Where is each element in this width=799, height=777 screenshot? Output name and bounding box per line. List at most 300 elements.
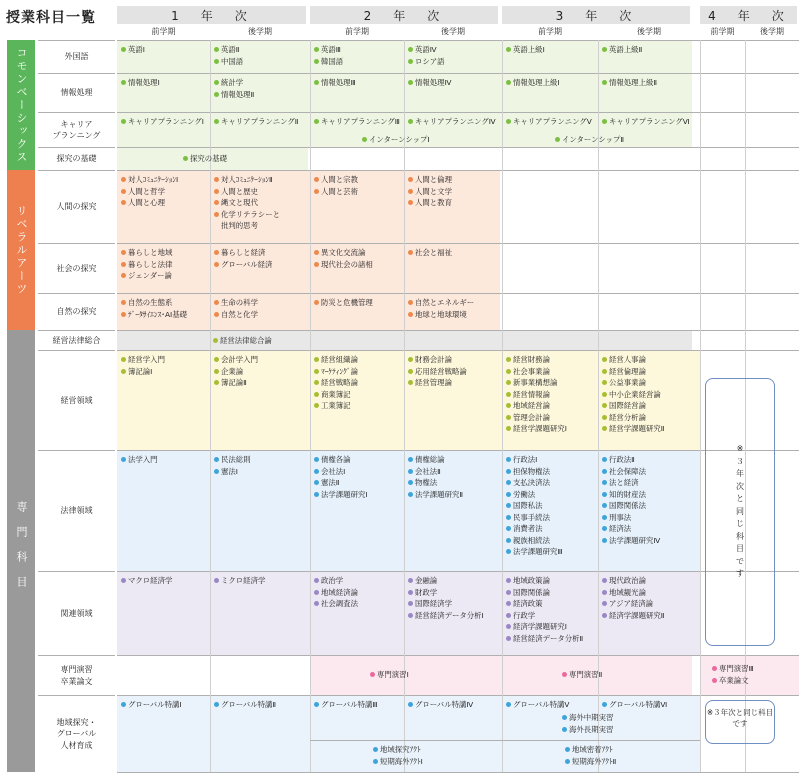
course-dot-icon [506, 538, 511, 543]
course-item [314, 297, 373, 309]
page-title: 授業科目一覧 [6, 10, 96, 26]
course-name: 暮らしと地域 [128, 248, 173, 257]
year-header: 4 年 次 [700, 6, 797, 24]
course-dot-icon [506, 357, 511, 362]
row-label: 探究の基礎 [38, 147, 115, 170]
course-name: 経営管理論 [415, 378, 452, 387]
course-dot-icon [183, 156, 188, 161]
course-item [121, 44, 145, 56]
course-item [408, 77, 451, 89]
course-item [408, 489, 463, 501]
course-dot-icon [214, 300, 219, 305]
course-dot-icon [314, 250, 319, 255]
course-dot-icon [602, 492, 607, 497]
course-list [408, 77, 451, 89]
course-name: 行政法Ⅰ [513, 455, 538, 464]
course-dot-icon [214, 200, 219, 205]
course-name: 政治学 [321, 576, 344, 585]
course-dot-icon [602, 526, 607, 531]
course-item [121, 454, 158, 466]
course-list [121, 575, 172, 587]
row-divider [117, 243, 799, 244]
course-list [214, 44, 243, 67]
course-name: 人間と歴史 [221, 186, 258, 196]
course-dot-icon [214, 469, 219, 474]
course-dot-icon [121, 80, 126, 85]
course-list [506, 44, 545, 56]
course-name: 法学課題研究Ⅳ [609, 535, 661, 545]
row-label: 地域探究・ グローバル 人材育成 [38, 695, 115, 772]
course-item [408, 575, 484, 587]
course-dot-icon [314, 480, 319, 485]
course-dot-icon [602, 457, 607, 462]
course-name: 経営経済データ分析Ⅰ [415, 610, 484, 620]
course-item [506, 366, 567, 378]
course-dot-icon [408, 59, 413, 64]
semester-label: 後学期 [441, 27, 465, 36]
course-item [314, 77, 356, 89]
course-dot-icon [314, 601, 319, 606]
course-name: 企業論 [221, 366, 244, 376]
course-item [314, 174, 358, 186]
course-name: 国際経済学 [415, 599, 452, 608]
course-dot-icon [506, 392, 511, 397]
course-item [183, 153, 227, 165]
course-dot-icon [506, 515, 511, 520]
course-item [506, 699, 569, 711]
course-name: 人間と教育 [415, 198, 452, 207]
course-dot-icon [121, 369, 126, 374]
course-list [121, 247, 172, 282]
row-divider [117, 73, 799, 74]
course-item [506, 423, 567, 435]
course-item [712, 663, 754, 675]
course-item [121, 174, 178, 186]
course-dot-icon [506, 503, 511, 508]
regional-act [565, 744, 616, 767]
course-item [408, 598, 484, 610]
row-divider [117, 772, 799, 773]
course-item [314, 259, 373, 271]
course-item [506, 44, 545, 56]
course-dot-icon [602, 469, 607, 474]
course-dot-icon [214, 80, 219, 85]
course-item [562, 669, 602, 681]
course-dot-icon [121, 119, 126, 124]
course-item [214, 174, 280, 186]
global [602, 699, 667, 711]
course-item [408, 174, 452, 186]
course-dot-icon [373, 759, 378, 764]
course-list [602, 454, 660, 546]
course-item [314, 116, 400, 128]
course-dot-icon [712, 666, 717, 671]
course-item [506, 535, 562, 547]
course-dot-icon [362, 137, 367, 142]
course-name: グローバル特講Ⅴ [513, 700, 570, 709]
course-list [602, 354, 664, 435]
course-dot-icon [121, 312, 126, 317]
course-name: 対人ｺﾐｭﾆｹｰｼｮﾝⅠ [128, 175, 179, 184]
course-name: 経済学課題研究Ⅱ [609, 610, 665, 620]
course-name: 自然と化学 [221, 309, 258, 319]
course-dot-icon [506, 80, 511, 85]
row-label: 経営領域 [38, 350, 115, 450]
course-name: ジェンダー論 [128, 271, 172, 280]
course-dot-icon [506, 601, 511, 606]
course-item [214, 89, 254, 101]
course-name: 海外長期実習 [569, 724, 614, 734]
course-name: 批判的思考 [221, 221, 258, 230]
course-name: 経済学課題研究Ⅰ [513, 622, 567, 631]
course-item [506, 621, 583, 633]
course-item [214, 699, 276, 711]
course-name: ミクロ経済学 [221, 576, 266, 585]
col-divider [404, 40, 405, 772]
course-dot-icon [408, 492, 413, 497]
course-name: 社会調査法 [321, 599, 358, 608]
course-dot-icon [506, 702, 511, 707]
course-list [214, 116, 298, 128]
course-dot-icon [602, 426, 607, 431]
course-name: 地域観光論 [609, 587, 646, 597]
course-name: キャリアプランニングⅠ [128, 117, 204, 126]
course-name: 対人ｺﾐｭﾆｹｰｼｮﾝⅡ [221, 175, 273, 184]
course-item [506, 77, 560, 89]
course-dot-icon [408, 357, 413, 362]
row-divider [117, 40, 799, 41]
course-dot-icon [506, 492, 511, 497]
course-dot-icon [602, 380, 607, 385]
course-item [314, 699, 377, 711]
course-list [408, 297, 474, 320]
course-dot-icon [314, 492, 319, 497]
row-label: 経営法律総合 [38, 330, 115, 350]
course-item [373, 744, 423, 756]
course-name: 親族相続法 [513, 535, 550, 545]
course-item [121, 366, 165, 378]
course-name: 財政学 [415, 587, 438, 597]
course-name: グローバル特講Ⅰ [128, 700, 182, 709]
col-divider [310, 40, 311, 772]
course-name: 簿記論Ⅱ [221, 378, 247, 387]
semester-label: 後学期 [248, 27, 272, 36]
course-name: 中小企業経営論 [609, 389, 661, 399]
course-item [314, 44, 343, 56]
course-name: 法と経済 [609, 478, 639, 487]
course-list [506, 354, 567, 435]
global [506, 699, 569, 711]
course-name: インターンシップⅡ [562, 135, 624, 144]
course-dot-icon [565, 747, 570, 752]
course-name: 防災と危機管理 [321, 298, 373, 307]
course-name: 経営学課題研究Ⅰ [513, 424, 567, 433]
course-item [565, 756, 616, 768]
course-name: 地域経済論 [321, 587, 358, 597]
course-name: アジア経済論 [609, 599, 654, 608]
course-dot-icon [408, 590, 413, 595]
course-name: 暮らしと法律 [128, 259, 173, 269]
course-name: 英語Ⅲ [321, 45, 341, 54]
course-name: 財務会計論 [415, 355, 452, 364]
course-dot-icon [506, 549, 511, 554]
course-name: 国際経営論 [609, 401, 646, 410]
course-name: 暮らしと経済 [221, 248, 266, 257]
course-dot-icon [214, 262, 219, 267]
course-item [602, 77, 657, 89]
course-item [314, 389, 358, 401]
semester-label: 後学期 [637, 27, 661, 36]
course-dot-icon [213, 338, 218, 343]
course-item [214, 44, 243, 56]
course-item [602, 412, 664, 424]
course-dot-icon [408, 200, 413, 205]
semester-label: 前学期 [345, 27, 369, 36]
course-item [602, 699, 667, 711]
course-item [121, 699, 182, 711]
course-dot-icon [121, 578, 126, 583]
course-dot-icon [214, 457, 219, 462]
course-name: 経済法 [609, 524, 632, 533]
course-dot-icon [121, 47, 126, 52]
seminar [562, 669, 602, 681]
course-name: 短期海外ｱｸﾄⅡ [572, 756, 617, 766]
course-dot-icon [506, 403, 511, 408]
course-dot-icon [602, 369, 607, 374]
course-item [506, 389, 567, 401]
course-dot-icon [314, 47, 319, 52]
course-name: キャリアプランニングⅢ [321, 117, 400, 126]
course-dot-icon [408, 189, 413, 194]
course-item [214, 77, 254, 89]
course-dot-icon [314, 403, 319, 408]
course-item [506, 377, 567, 389]
row-label: 法律領域 [38, 450, 115, 571]
year-header: 3 年 次 [502, 6, 690, 24]
course-item [506, 412, 567, 424]
course-item [506, 523, 562, 535]
row-divider [117, 695, 799, 696]
course-item [121, 354, 165, 366]
course-dot-icon [121, 177, 126, 182]
course-item [214, 259, 272, 271]
course-name: 地球と地球環境 [415, 309, 467, 319]
course-name: グローバル特講Ⅱ [221, 700, 277, 709]
course-list [408, 44, 445, 67]
course-dot-icon [562, 672, 567, 677]
course-dot-icon [562, 715, 567, 720]
course-dot-icon [602, 119, 607, 124]
course-name: 化学リテラシーと [221, 209, 280, 219]
course-name: インターンシップⅠ [369, 135, 430, 144]
course-item [370, 669, 409, 681]
course-dot-icon [408, 312, 413, 317]
course-dot-icon [314, 392, 319, 397]
row-label: 専門演習 卒業論文 [38, 655, 115, 695]
course-name: 地域経営論 [513, 401, 550, 410]
course-item [314, 454, 368, 466]
course-dot-icon [602, 702, 607, 707]
course-item [214, 220, 280, 232]
course-list [408, 575, 484, 621]
course-name: 法学課題研究Ⅲ [513, 547, 563, 556]
course-dot-icon [602, 601, 607, 606]
course-item [506, 400, 567, 412]
course-item [408, 354, 467, 366]
course-dot-icon [506, 380, 511, 385]
course-name: 縄文と現代 [221, 198, 258, 207]
course-list [506, 454, 562, 558]
course-name: 中国語 [221, 56, 244, 66]
course-dot-icon [214, 702, 219, 707]
course-item [565, 744, 616, 756]
course-item [506, 454, 562, 466]
course-name: 自然の生態系 [128, 298, 173, 307]
course-dot-icon [214, 59, 219, 64]
course-name: 行政法Ⅱ [609, 455, 635, 464]
course-name: 海外中期実習 [569, 713, 614, 722]
course-name: 経営学課題研究Ⅱ [609, 424, 665, 433]
course-item [214, 454, 251, 466]
course-dot-icon [506, 119, 511, 124]
course-item [602, 523, 660, 535]
course-name: 現代社会の諸相 [321, 259, 373, 269]
course-item [314, 587, 358, 599]
course-name: 探究の基礎 [190, 154, 227, 163]
course-dot-icon [602, 590, 607, 595]
course-item [214, 309, 258, 321]
internship [555, 134, 624, 146]
course-dot-icon [314, 702, 319, 707]
course-item [314, 366, 358, 378]
row-divider [310, 740, 700, 741]
course-item [506, 500, 562, 512]
global [408, 699, 473, 711]
course-item [121, 197, 178, 209]
course-name: 経営分析論 [609, 412, 646, 422]
row-label: 社会の探究 [38, 243, 115, 293]
course-list [314, 354, 358, 412]
row-label: キャリア プランニング [38, 112, 115, 147]
course-item [314, 489, 368, 501]
course-item [602, 512, 660, 524]
course-dot-icon [314, 578, 319, 583]
course-item [602, 575, 664, 587]
course-list [408, 247, 452, 259]
course-name: 英語Ⅱ [221, 45, 240, 54]
course-item [408, 366, 467, 378]
course-list [121, 454, 158, 466]
course-list [214, 454, 251, 477]
course-item [214, 209, 280, 221]
course-name: 地域政策論 [513, 576, 550, 585]
course-item [214, 366, 258, 378]
overseas [562, 712, 613, 735]
course-dot-icon [314, 590, 319, 595]
course-name: ロシア語 [415, 56, 445, 66]
course-name: 経営戦略論 [321, 378, 358, 387]
course-name: 英語上級Ⅱ [609, 45, 643, 54]
course-list [408, 174, 452, 209]
course-list [214, 354, 258, 389]
course-dot-icon [370, 672, 375, 677]
course-name: 担保物権法 [513, 466, 550, 476]
course-list [314, 575, 358, 610]
course-name: 債権総論 [415, 455, 445, 464]
course-name: 行政学 [513, 610, 536, 620]
course-dot-icon [214, 312, 219, 317]
global [121, 699, 182, 711]
course-name: 韓国語 [321, 56, 344, 66]
course-list [314, 454, 368, 500]
course-list [408, 454, 463, 500]
course-name: 憲法Ⅱ [321, 478, 340, 487]
course-dot-icon [506, 624, 511, 629]
course-dot-icon [506, 457, 511, 462]
course-item [408, 116, 496, 128]
course-item [602, 116, 690, 128]
course-dot-icon [602, 538, 607, 543]
course-item [506, 610, 583, 622]
course-item [602, 598, 664, 610]
course-name: グローバル特講Ⅳ [415, 700, 474, 709]
course-item [214, 297, 258, 309]
course-dot-icon [314, 262, 319, 267]
course-item [214, 56, 243, 68]
course-name: 労働法 [513, 489, 536, 499]
course-item [602, 366, 664, 378]
course-name: 地域密着ｱｸﾄ [572, 745, 613, 754]
course-list [314, 297, 373, 309]
course-item [602, 489, 660, 501]
course-dot-icon [314, 119, 319, 124]
course-item [314, 247, 373, 259]
course-dot-icon [214, 578, 219, 583]
course-dot-icon [408, 457, 413, 462]
course-list [506, 575, 583, 644]
course-name: 人間と芸術 [321, 186, 358, 196]
course-name: 経済政策 [513, 599, 543, 608]
row-divider [117, 655, 799, 656]
course-name: 生命の科学 [221, 298, 258, 307]
course-name: 簿記論Ⅰ [128, 366, 153, 376]
course-list [214, 77, 254, 100]
course-dot-icon [214, 380, 219, 385]
course-list [602, 44, 642, 56]
course-name: 社会保障法 [609, 466, 646, 476]
band-liberal: リベラルアーツ [7, 170, 35, 330]
course-item [506, 633, 583, 645]
course-list [602, 575, 664, 621]
global [214, 699, 276, 711]
course-list [314, 174, 358, 197]
course-name: 情報処理Ⅲ [321, 78, 356, 87]
course-name: キャリアプランニングⅥ [609, 117, 690, 126]
course-item [602, 377, 664, 389]
course-dot-icon [602, 613, 607, 618]
col-divider [210, 40, 211, 772]
year-header: 1 年 次 [117, 6, 306, 24]
course-list [314, 116, 400, 128]
course-item [506, 354, 567, 366]
course-name: 経営情報論 [513, 389, 550, 399]
course-list [121, 354, 165, 377]
course-name: 経営法律総合論 [220, 336, 272, 345]
col-divider [598, 40, 599, 772]
course-name: 人間と文学 [415, 186, 452, 196]
course-item [121, 575, 172, 587]
course-item [408, 247, 452, 259]
